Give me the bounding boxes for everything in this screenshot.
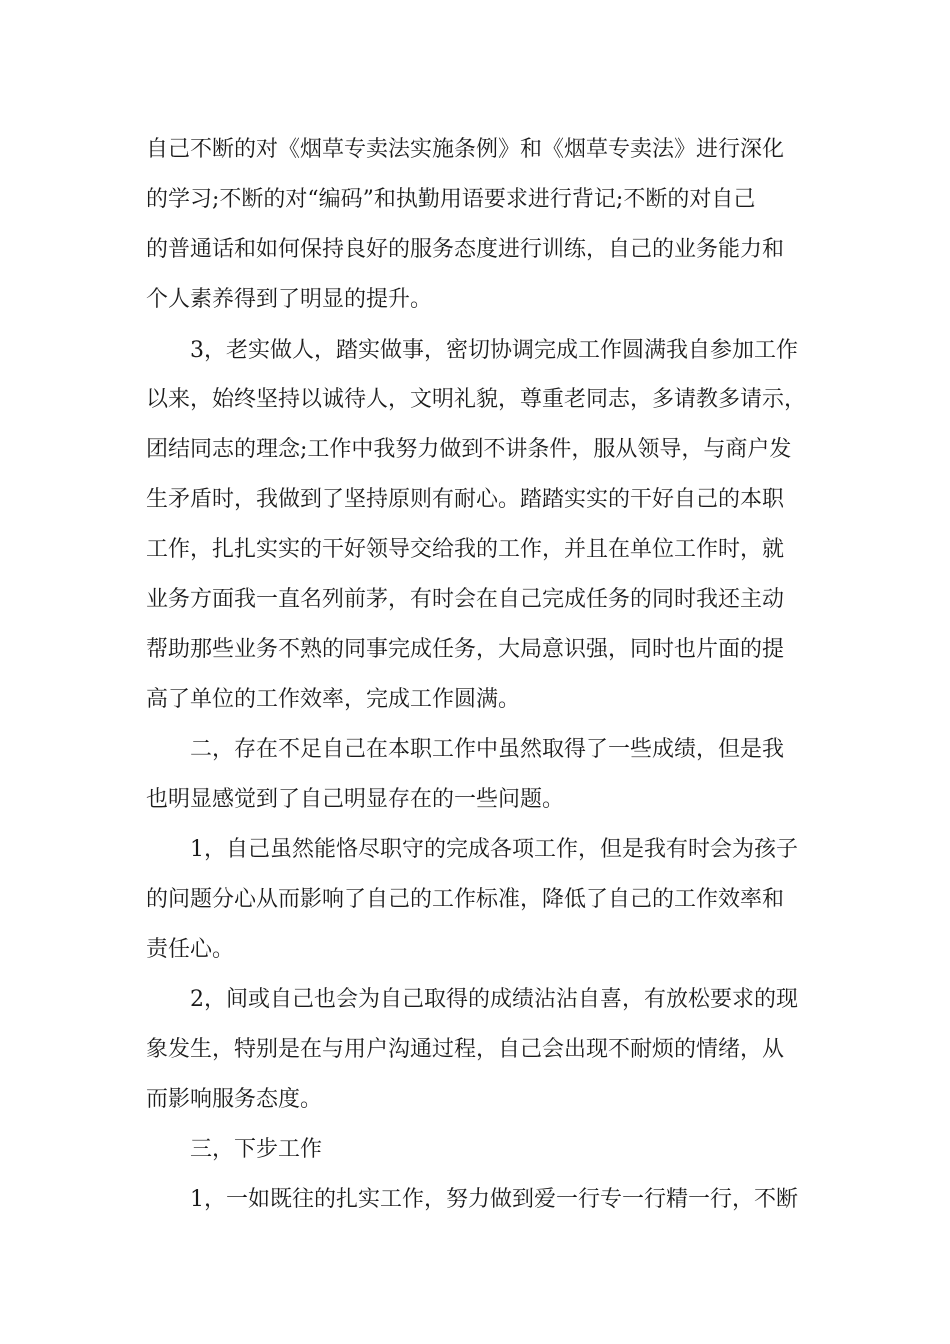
text-line: 二，存在不足自己在本职工作中虽然取得了一些成绩，但是我 [190,737,785,762]
text-line: 1，自己虽然能恪尽职守的完成各项工作，但是我有时会为孩子 [190,837,798,862]
text-line: 自己不断的对《烟草专卖法实施条例》和《烟草专卖法》进行深化 [146,137,785,162]
text-line: 工作，扎扎实实的干好领导交给我的工作，并且在单位工作时，就 [146,537,785,562]
text-line: 也明显感觉到了自己明显存在的一些问题。 [146,787,565,812]
text-line: 高了单位的工作效率，完成工作圆满。 [146,687,521,712]
text-line: 个人素养得到了明显的提升。 [146,287,433,312]
text-line: 三，下步工作 [190,1137,323,1162]
text-line: 1，一如既往的扎实工作，努力做到爱一行专一行精一行，不断 [190,1187,798,1212]
text-line: 象发生，特别是在与用户沟通过程，自己会出现不耐烦的情绪，从 [146,1037,785,1062]
text-line: 生矛盾时，我做到了坚持原则有耐心。踏踏实实的干好自己的本职 [146,487,785,512]
text-line: 的问题分心从而影响了自己的工作标准，降低了自己的工作效率和 [146,887,785,912]
text-line: 业务方面我一直名列前茅，有时会在自己完成任务的同时我还主动 [146,587,785,612]
text-line: 帮助那些业务不熟的同事完成任务，大局意识强，同时也片面的提 [146,637,785,662]
text-line: 责任心。 [146,937,235,962]
text-line: 3，老实做人，踏实做事，密切协调完成工作圆满我自参加工作 [190,338,798,363]
text-line: 而影响服务态度。 [146,1087,323,1112]
text-line: 以来，始终坚持以诚待人，文明礼貌，尊重老同志，多请教多请示， [146,387,807,412]
text-line: 的普通话和如何保持良好的服务态度进行训练，自己的业务能力和 [146,237,785,262]
text-line: 2，间或自己也会为自己取得的成绩沾沾自喜，有放松要求的现 [190,987,798,1012]
text-line: 团结同志的理念;工作中我努力做到不讲条件，服从领导，与商户发 [146,437,792,462]
text-line: 的学习;不断的对“编码”和执勤用语要求进行背记;不断的对自己 [146,187,756,212]
